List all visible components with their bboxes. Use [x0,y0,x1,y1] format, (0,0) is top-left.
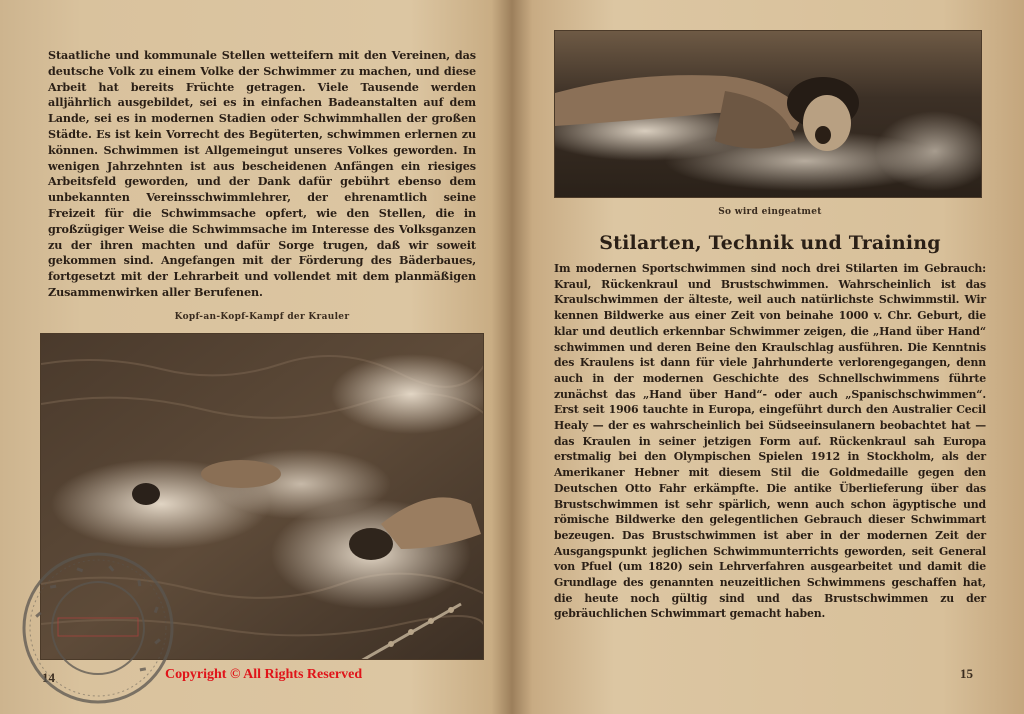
right-page [514,0,1024,714]
right-photo-caption: So wird eingeatmet [718,207,822,217]
left-photo-caption: Kopf-an-Kopf-Kampf der Krauler [174,312,350,322]
right-page-paragraph: Im modernen Sportschwimmen sind noch drei Stilarten im Gebrauch: Kraul, Rückenkraul und Brustschwimmen. Wahrscheinlich ist das Kraulschwimmen der älteste, weil auch natürlichste Schwimmstil. Wir kennen Bildwerke aus einer Zeit von beinahe 1000 v. Chr. Geburt, die klar und deutlich erkennbar Schwimmer zeigen, die „Hand über Hand“ schwimmen und deren Beine den Kraulschlag ausführen. Die Kenntnis des Kraulens ist dann für viele Jahrhunderte verlorengegangen, denn auch in der modernen Geschichte des Schnellschwimmens führte zunächst das „Hand über Hand“- oder auch „Spanischschwimmen“. Erst seit 1906 tauchte in Europa, eingeführt durch den Australier Cecil Healy — der es wahrscheinlich bei Südseeinsulanern beobachtet hat — das Kraulen in seiner jetzigen Form auf. Rückenkraul sah Europa erstmalig bei den Olympischen Spielen 1912 in Stockholm, als der Amerikaner Hebner mit diesem Stil die Goldmedaille gegen den Deutschen Otto Fahr erkämpfte. Die antike Überlieferung über das Brustschwimmen ist sehr spärlich, wenn auch schon ägyptische und römische Bildwerke den gelegentlichen Gebrauch dieser Schwimmart bezeugen. Das Brustschwimmen ist aber in der modernen Zeit der Ausgangspunkt jeglichen Schwimmunterrichts geworden, seit General von Pfuel (um 1820) sein Lehrverfahren ausgearbeitet und damit die Grundlage des genannten neuzeitlichen Schwimmens geschaffen hat, die heute noch gültig sind und das Brustschwimmen zu der gebräuchlichen Schwimmart gemacht haben. [554,262,986,621]
swimmer-breathing-image [555,31,982,198]
left-page-number: 14 [42,670,55,685]
section-heading: Stilarten, Technik und Training [599,232,941,254]
left-page-paragraph: Staatliche und kommunale Stellen wetteifern mit den Vereinen, das deutsche Volk zu einem Volke der Schwimmer zu machen, und diese Arbeit hat bereits Früchte getragen. Viele Tausende werden alljährlich ausgebildet, sei es in einfachen Badeanstalten auf dem Lande, sei es in modernen Stadien oder Schwimmhallen der großen Städte. Es ist kein Vorrecht des Begüterten, schwimmen erlernen zu können. Schwimmen ist Allgemeingut unseres Volkes geworden. In wenigen Jahrzehnten ist aus bescheidenen Anfängen ein riesiges Arbeitsfeld geworden, und der Dank dafür gebührt ebenso dem unbekannten Vereinsschwimmlehrer, der ehrenamtlich seine Freizeit für die Schwimmsache opfert, wie den Stellen, die in großzügiger Weise die Schwimmsache im Interesse des Volksganzen zu der ihren machten und dafür Sorge trugen, daß wir soweit gekommen sind. Angefangen mit der Förderung des Bäderbaues, fortgesetzt mit der Lehrarbeit und vollendet mit dem planmäßigen Zusammenwirken aller Berufenen. [48,48,476,299]
right-page-number: 15 [960,666,973,681]
collector-stamp-watermark [18,548,178,708]
swimmer-breathing-photo [554,30,982,198]
copyright-notice: Copyright © All Rights Reserved [165,667,363,682]
